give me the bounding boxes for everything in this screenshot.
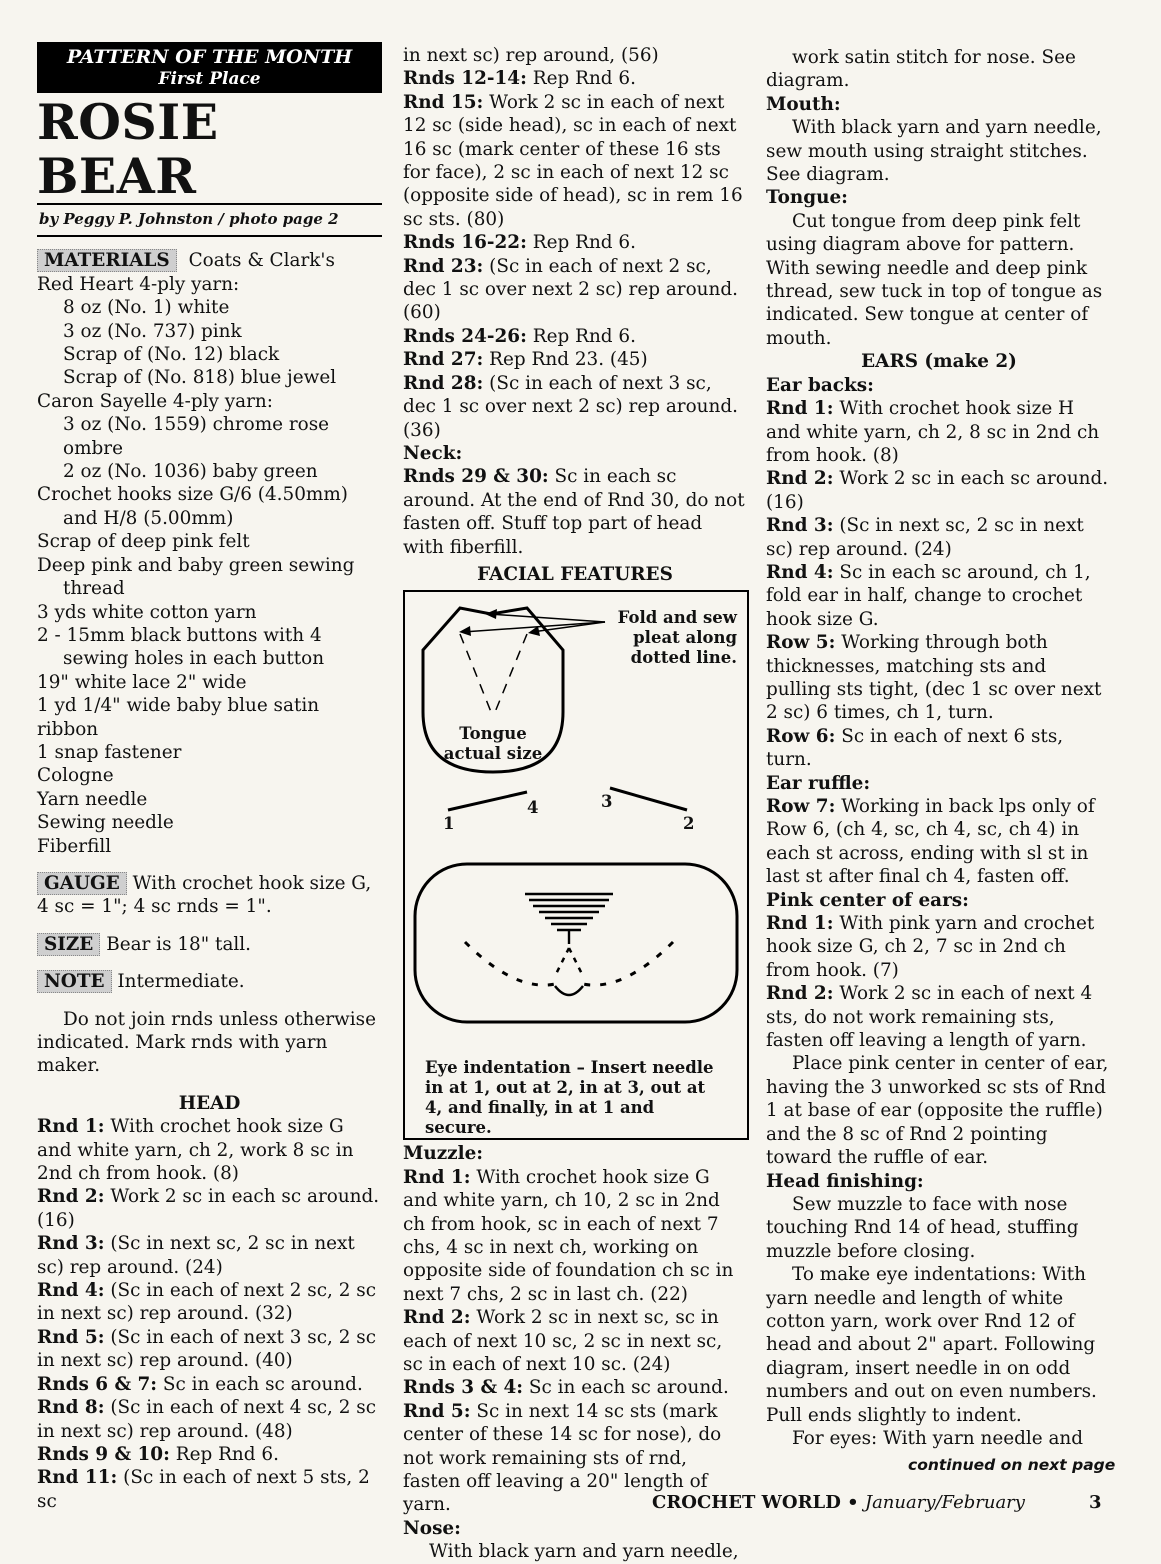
instruction-round [403, 67, 747, 90]
nose-heading: Nose: [403, 1517, 461, 1539]
instruction-round [37, 1443, 382, 1466]
eye-number-4: 4 [527, 798, 539, 818]
tongue-heading: Tongue: [766, 187, 848, 209]
round-label: Rnds 16-22: [403, 232, 527, 254]
footer-magazine-name: CROCHET WORLD • [652, 1492, 859, 1513]
instruction-round [37, 1185, 382, 1232]
nose-text: With black yarn and yarn needle, [429, 1541, 739, 1563]
facial-features-diagram [403, 590, 749, 1140]
pattern-banner [37, 42, 382, 93]
round-label: Rnd 27: [403, 349, 484, 371]
instruction-round [37, 1466, 382, 1513]
eye-number-1: 1 [443, 814, 455, 834]
round-text: (Sc in each of next 2 sc, dec 1 sc over next 2 sc) rep around. (60) [403, 255, 738, 324]
col2-continuation: in next sc) rep around, (56) [403, 45, 659, 66]
gauge-label: GAUGE [37, 872, 127, 895]
instruction-round [403, 465, 747, 559]
eye-number-2: 2 [683, 814, 695, 834]
round-label: Rnd 5: [403, 1400, 471, 1422]
round-label: Rnd 23: [403, 255, 484, 277]
round-text: Sc in each sc around. At the end of Rnd 30, do not fasten off. Stuff top part of head with fiberfill. [403, 466, 745, 558]
round-text: Working through both thicknesses, matching sts and pulling sts tight, (dec 1 sc over next 2 sc) 6 times, ch 1, turn. [766, 632, 1102, 724]
instruction-round [403, 325, 747, 348]
instruction-round [766, 561, 1112, 631]
round-text: Sc in next 14 sc sts (mark center of these 14 sc for nose), do not work remaining sts of rnd, fasten off leaving a 20" length of yarn. [403, 1400, 722, 1516]
mouth-stitch-right [569, 948, 583, 976]
materials-item: 3 oz (No. 737) pink [63, 320, 242, 342]
mouth-left [465, 942, 555, 985]
diagram-drawing [405, 592, 747, 1138]
gauge-line [37, 872, 382, 919]
instruction-round [403, 255, 747, 325]
materials-item: Scrap of deep pink felt [37, 531, 250, 553]
instruction-round [766, 467, 1112, 514]
round-text: With pink yarn and crochet hook size G, ch 2, 7 sc in 2nd ch from hook. (7) [766, 913, 1095, 981]
round-text: Work 2 sc in each sc around. (16) [37, 1186, 380, 1231]
round-label: Row 5: [766, 632, 836, 654]
gauge-text: With crochet hook size G, 4 sc = 1"; 4 sc rnds = 1". [37, 872, 372, 918]
instruction-round [766, 631, 1112, 725]
round-label: Rnds 6 & 7: [37, 1373, 158, 1395]
pink-rounds [766, 912, 1112, 1052]
pleat-line-right [493, 634, 527, 717]
round-text: Sc in each sc around, ch 1, fold ear in half, change to crochet hook size G. [766, 561, 1091, 630]
materials-item: Crochet hooks size G/6 (4.50mm) and H/8 (5.00mm) [37, 484, 348, 529]
materials-list [37, 273, 382, 858]
earruffle-heading: Ear ruffle: [766, 772, 871, 794]
instruction-round [37, 1279, 382, 1326]
materials-intro [37, 249, 382, 272]
round-text: Sc in each sc around. [528, 1377, 729, 1399]
pink-paragraph: Place pink center in center of ear, having the 3 unworked sc sts of Rnd 1 at base of ear (opposite the ruffle) and the 8 sc of Rnd 2 pointing toward the ruffle of ear. [766, 1053, 1109, 1169]
round-label: Rnd 28: [403, 372, 484, 394]
instruction-round [766, 982, 1112, 1052]
materials-item: Caron Sayelle 4-ply yarn: [37, 390, 273, 412]
column-1 [37, 42, 382, 1513]
round-text: Sc in each sc around. [162, 1373, 363, 1395]
materials-item: Red Heart 4-ply yarn: [37, 273, 240, 295]
column-2 [403, 44, 747, 1564]
column-3 [766, 46, 1112, 1450]
instruction-round [403, 1306, 747, 1376]
round-text: With crochet hook size G and white yarn, ch 2, work 8 sc in 2nd ch from hook. (8) [37, 1116, 354, 1185]
round-label: Rnd 11: [37, 1467, 118, 1489]
round-label: Row 6: [766, 725, 836, 747]
round-label: Rnd 3: [37, 1233, 105, 1255]
note-label: NOTE [37, 970, 112, 993]
col3-continuation: work satin stitch for nose. See diagram. [766, 47, 1076, 92]
materials-item: 1 yd 1/4" wide baby blue satin ribbon [37, 695, 320, 740]
intro-text: Do not join rnds unless otherwise indicated. Mark rnds with yarn maker. [37, 1008, 376, 1077]
materials-item: 3 yds white cotton yarn [37, 601, 257, 623]
nose-satin-stitch [525, 894, 613, 944]
footer-magazine [652, 1492, 1025, 1513]
round-text: Work 2 sc in next sc, sc in each of next 10 sc, 2 sc in next sc, sc in each of next 10 sc. (24) [403, 1307, 723, 1375]
round-label: Rnd 1: [403, 1166, 471, 1188]
neck-heading: Neck: [403, 442, 463, 464]
round-text: (Sc in each of next 3 sc, dec 1 sc over next 2 sc) rep around. (36) [403, 372, 738, 441]
round-label: Rnd 4: [37, 1280, 105, 1302]
round-label: Rnd 1: [766, 913, 834, 935]
instruction-round [403, 372, 747, 442]
materials-item: 8 oz (No. 1) white [63, 297, 230, 319]
round-text: Rep Rnd 6. [532, 232, 636, 254]
round-label: Rnd 15: [403, 91, 484, 113]
earbacks-rounds [766, 397, 1112, 772]
head-heading: HEAD [178, 1092, 241, 1114]
round-label: Rnd 1: [37, 1116, 105, 1138]
round-text: (Sc in each of next 5 sts, 2 sc [37, 1467, 370, 1512]
banner-line2: First Place [158, 69, 261, 89]
instruction-round [766, 795, 1112, 889]
instruction-round [766, 514, 1112, 561]
pleat-line-left [460, 634, 493, 717]
round-label: Rnd 3: [766, 515, 834, 537]
mouth-stitch-left [555, 948, 569, 976]
round-text: (Sc in each of next 2 sc, 2 sc in next sc) rep around. (32) [37, 1280, 377, 1325]
instruction-round [766, 397, 1112, 467]
note-text: Intermediate. [117, 971, 245, 993]
instruction-round [37, 1396, 382, 1443]
mouth-heading: Mouth: [766, 93, 841, 115]
size-label: SIZE [37, 933, 100, 956]
round-label: Rnds 9 & 10: [37, 1443, 170, 1465]
materials-item: 2 - 15mm black buttons with 4 sewing holes in each button [37, 624, 325, 670]
instruction-round [37, 1232, 382, 1279]
size-line [37, 933, 382, 956]
round-text: Working in back lps only of Row 6, (ch 4, sc, ch 4, sc, ch 4) in each st across, ending with sl st in last st after final ch 4, fasten off. [766, 796, 1095, 888]
round-label: Rnds 3 & 4: [403, 1377, 524, 1399]
materials-item: 1 snap fastener [37, 741, 182, 763]
mouth-text: With black yarn and yarn needle, sew mouth using straight stitches. See diagram. [766, 117, 1102, 186]
round-text: Rep Rnd 6. [532, 325, 636, 347]
tongue-label: Tongue actual size [443, 724, 543, 764]
round-text: (Sc in each of next 4 sc, 2 sc in next sc) rep around. (48) [37, 1397, 377, 1442]
footer-issue: January/February [864, 1492, 1025, 1513]
fold-note: Fold and sew pleat along dotted line. [617, 608, 737, 668]
materials-item: Scrap of (No. 12) black [63, 344, 280, 366]
fold-arrowhead-1 [485, 609, 497, 619]
materials-item: Scrap of (No. 818) blue jewel [63, 367, 337, 389]
head-finishing-heading: Head finishing: [766, 1170, 924, 1192]
round-label: Rnds 12-14: [403, 68, 527, 90]
materials-item: 2 oz (No. 1036) baby green [63, 461, 318, 483]
muzzle-outline [415, 864, 737, 1022]
round-label: Rnds 29 & 30: [403, 466, 549, 488]
round-text: (Sc in next sc, 2 sc in next sc) rep around. (24) [37, 1233, 355, 1278]
instruction-round [766, 912, 1112, 982]
materials-item: Cologne [37, 765, 114, 787]
ears-heading: EARS (make 2) [861, 351, 1017, 373]
instruction-round [37, 1326, 382, 1373]
earruffle-rounds [766, 795, 1112, 889]
diagram-caption: Eye indentation – Insert needle in at 1, out at 2, in at 3, out at 4, and finally, in at 1 and secure. [425, 1058, 714, 1138]
tongue-text: Cut tongue from deep pink felt using diagram above for pattern. With sewing needle and deep pink thread, sew tuck in top of tongue as indicated. Sew tongue at center of mouth. [766, 210, 1103, 349]
eye-line-left [448, 792, 527, 810]
round-label: Rnd 2: [766, 983, 834, 1005]
round-text: Work 2 sc in each of next 4 sts, do not work remaining sts, fasten off leaving a length of yarn. [766, 983, 1093, 1052]
round-text: With crochet hook size G and white yarn, ch 10, 2 sc in 2nd ch from hook, sc in each of next 7 chs, 4 sc in next ch, working on opposite side of foundation ch sc in next 7 chs, 2 sc in last ch. (22) [403, 1166, 734, 1305]
round-text: Work 2 sc in each of next 12 sc (side head), sc in each of next 16 sc (mark center of these 16 sts for face), 2 sc in each of next 12 sc (opposite side of head), sc in rem 16 sc sts. (80) [403, 91, 743, 230]
round-label: Rnds 24-26: [403, 325, 527, 347]
materials-item: 19" white lace 2" wide [37, 671, 247, 693]
materials-item: Deep pink and baby green sewing thread [37, 554, 355, 600]
banner-line1: PATTERN OF THE MONTH [66, 46, 353, 68]
head-finishing-p2: To make eye indentations: With yarn needle and length of white cotton yarn, work over Rnd 12 of head and about 2" apart. Following diagram, insert needle in on odd numbers and out on even numbers. Pull ends slightly to indent. [766, 1264, 1097, 1426]
materials-item: Sewing needle [37, 812, 174, 834]
mouth-center [555, 986, 583, 995]
fold-arrow-1 [489, 614, 605, 622]
head-rounds [37, 1115, 382, 1513]
round-label: Rnd 2: [766, 468, 834, 490]
head-finishing-p1: Sew muzzle to face with nose touching Rnd 14 of head, stuffing muzzle before closing. [766, 1193, 1079, 1262]
round-text: Work 2 sc in each sc around. (16) [766, 468, 1109, 513]
round-text: Rep Rnd 23. (45) [489, 349, 648, 371]
instruction-round [403, 231, 747, 254]
round-text: (Sc in next sc, 2 sc in next sc) rep around. (24) [766, 515, 1084, 560]
round-text: With crochet hook size H and white yarn, ch 2, 8 sc in 2nd ch from hook. (8) [766, 398, 1100, 466]
instruction-round [403, 91, 747, 231]
round-text: Sc in each of next 6 sts, turn. [766, 725, 1064, 771]
muzzle-heading: Muzzle: [403, 1143, 484, 1165]
pink-center-heading: Pink center of ears: [766, 889, 969, 911]
materials-item: Yarn needle [37, 788, 148, 810]
size-text: Bear is 18" tall. [106, 933, 252, 955]
eye-line-right [610, 788, 687, 810]
materials-item: Fiberfill [37, 835, 112, 857]
round-text: (Sc in each of next 3 sc, 2 sc in next sc) rep around. (40) [37, 1326, 377, 1372]
round-label: Rnd 5: [37, 1326, 105, 1348]
neck-rounds [403, 465, 747, 559]
facial-features-heading: FACIAL FEATURES [477, 563, 673, 585]
round-text: Rep Rnd 6. [175, 1443, 279, 1465]
mouth-right [583, 942, 673, 985]
round-label: Rnd 2: [403, 1307, 471, 1329]
materials-label: MATERIALS [37, 249, 177, 272]
instruction-round [403, 1166, 747, 1306]
head-finishing-p3: For eyes: With yarn needle and [792, 1427, 1084, 1449]
muzzle-rounds [403, 1166, 747, 1517]
page-title: ROSIE BEAR [37, 95, 382, 205]
round-label: Rnd 4: [766, 561, 834, 583]
eye-number-3: 3 [601, 792, 613, 812]
page-number: 3 [1089, 1492, 1102, 1513]
earbacks-heading: Ear backs: [766, 374, 874, 396]
byline: by Peggy P. Johnston / photo page 2 [37, 205, 382, 237]
col2-rounds [403, 67, 747, 442]
materials-brand: Coats & Clark's [188, 250, 335, 272]
continued-note: continued on next page [908, 1456, 1116, 1474]
materials-item: 3 oz (No. 1559) chrome rose ombre [63, 414, 330, 459]
round-label: Rnd 8: [37, 1397, 105, 1419]
instruction-round [37, 1373, 382, 1396]
instruction-round [403, 348, 747, 371]
instruction-round [766, 725, 1112, 772]
instruction-round [403, 1376, 747, 1399]
round-label: Rnd 1: [766, 398, 834, 420]
instruction-round [37, 1115, 382, 1185]
round-label: Row 7: [766, 796, 836, 817]
round-text: Rep Rnd 6. [532, 68, 636, 90]
round-label: Rnd 2: [37, 1186, 105, 1208]
note-line [37, 970, 382, 993]
